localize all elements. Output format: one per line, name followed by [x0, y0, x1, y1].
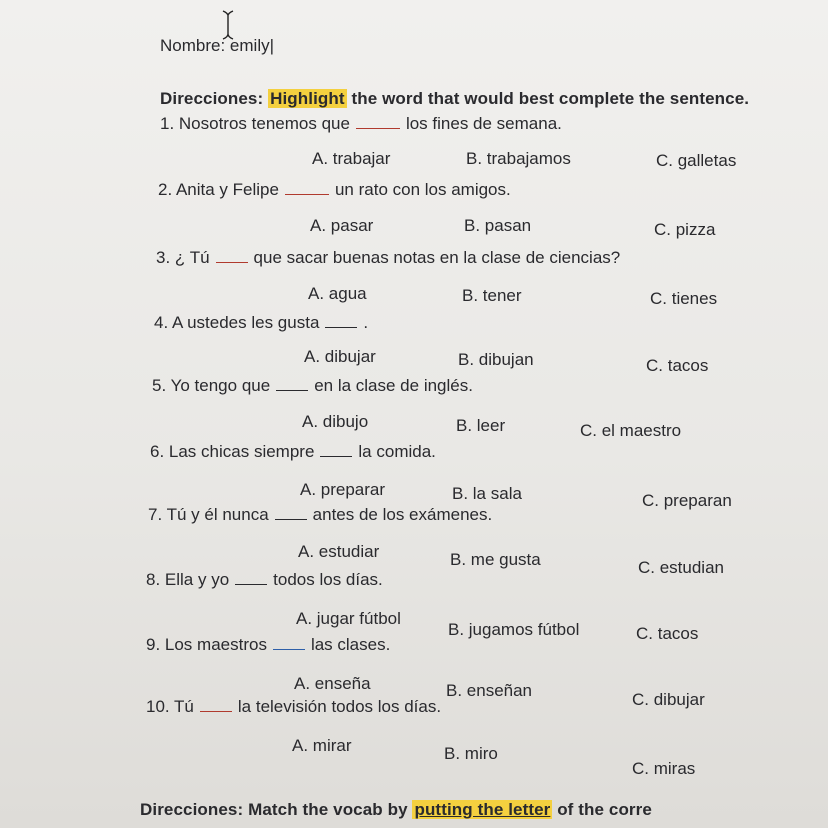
question-text: 8. Ella y yo — [146, 570, 230, 589]
question-4 — [154, 313, 368, 333]
option-a[interactable]: A. preparar — [300, 480, 386, 499]
option-b[interactable]: B. miro — [444, 744, 498, 763]
question-5 — [152, 376, 473, 396]
question-1 — [160, 114, 562, 134]
option-b[interactable]: B. la sala — [452, 484, 522, 503]
option-c[interactable]: C. estudian — [638, 558, 724, 577]
question-text: en la clase de inglés. — [314, 376, 473, 395]
question-text: 10. Tú — [146, 697, 194, 716]
option-b[interactable]: B. enseñan — [446, 681, 533, 700]
answer-blank[interactable] — [285, 182, 329, 195]
caret: | — [269, 36, 275, 55]
question-text: 4. A ustedes les gusta — [154, 313, 320, 332]
question-text: 3. ¿ Tú — [156, 248, 210, 267]
option-b[interactable]: B. dibujan — [458, 350, 534, 369]
option-b[interactable]: B. pasan — [464, 216, 532, 235]
question-text: todos los días. — [273, 570, 383, 589]
option-c[interactable]: C. el maestro — [580, 421, 682, 440]
option-c[interactable]: C. tienes — [650, 289, 718, 308]
directions-text: the word that would best complete the sentence. — [351, 89, 750, 108]
question-text: 5. Yo tengo que — [152, 376, 271, 395]
option-a[interactable]: A. enseña — [294, 674, 371, 693]
question-text: la televisión todos los días. — [237, 697, 442, 716]
option-b[interactable]: B. jugamos fútbol — [448, 620, 580, 639]
answer-blank[interactable] — [325, 315, 357, 328]
question-text: . — [363, 313, 369, 332]
question-2 — [158, 180, 511, 200]
option-a[interactable]: A. dibujo — [302, 412, 369, 431]
option-a[interactable]: A. pasar — [310, 216, 374, 235]
question-text: 6. Las chicas siempre — [150, 442, 315, 461]
question-7 — [148, 505, 492, 525]
option-b[interactable]: B. me gusta — [450, 550, 541, 569]
question-text: 2. Anita y Felipe — [158, 180, 279, 199]
question-text: los fines de semana. — [405, 114, 562, 133]
question-text: 9. Los maestros — [146, 635, 267, 654]
option-c[interactable]: C. tacos — [646, 356, 709, 375]
directions-label: Direcciones: — [140, 800, 244, 819]
option-b[interactable]: B. leer — [456, 416, 506, 435]
option-b[interactable]: B. trabajamos — [466, 149, 571, 168]
highlighted-word: Highlight — [270, 89, 345, 108]
name-field[interactable] — [160, 36, 274, 56]
answer-blank[interactable] — [216, 250, 248, 263]
option-a[interactable]: A. estudiar — [298, 542, 380, 561]
option-b[interactable]: B. tener — [462, 286, 522, 305]
question-6 — [150, 442, 436, 462]
question-text: las clases. — [310, 635, 391, 654]
directions-text: Match the vocab by — [248, 800, 408, 819]
answer-blank[interactable] — [200, 699, 232, 712]
question-text: 7. Tú y él nunca — [148, 505, 269, 524]
answer-blank[interactable] — [320, 444, 352, 457]
question-text: la comida. — [358, 442, 436, 461]
answer-blank[interactable] — [275, 507, 307, 520]
question-text: que sacar buenas notas en la clase de ciencias? — [253, 248, 621, 267]
answer-blank[interactable] — [276, 378, 308, 391]
highlighted-phrase: putting the letter — [414, 800, 551, 819]
question-10 — [146, 697, 441, 717]
question-text: 1. Nosotros tenemos que — [160, 114, 350, 133]
answer-blank[interactable] — [235, 572, 267, 585]
option-c[interactable]: C. galletas — [656, 151, 737, 170]
name-label: Nombre: — [160, 36, 226, 55]
option-c[interactable]: C. tacos — [636, 624, 699, 643]
question-text: un rato con los amigos. — [334, 180, 511, 199]
answer-blank[interactable] — [273, 637, 305, 650]
answer-blank[interactable] — [356, 116, 400, 129]
name-value: emily — [229, 36, 270, 55]
directions-text-tail: of the corre — [557, 800, 652, 819]
question-9 — [146, 635, 390, 655]
directions-match — [140, 800, 828, 820]
option-a[interactable]: A. trabajar — [312, 149, 391, 168]
option-c[interactable]: C. preparan — [642, 491, 732, 510]
option-a[interactable]: A. mirar — [292, 736, 352, 755]
option-c[interactable]: C. miras — [632, 759, 696, 778]
option-a[interactable]: A. jugar fútbol — [296, 609, 401, 628]
option-a[interactable]: A. dibujar — [304, 347, 376, 366]
option-c[interactable]: C. dibujar — [632, 690, 705, 709]
question-8 — [146, 570, 383, 590]
question-3 — [156, 248, 620, 268]
directions-highlight — [160, 89, 749, 109]
question-text: antes de los exámenes. — [312, 505, 493, 524]
directions-label: Direcciones: — [160, 89, 264, 108]
option-a[interactable]: A. agua — [308, 284, 367, 303]
option-c[interactable]: C. pizza — [654, 220, 716, 239]
